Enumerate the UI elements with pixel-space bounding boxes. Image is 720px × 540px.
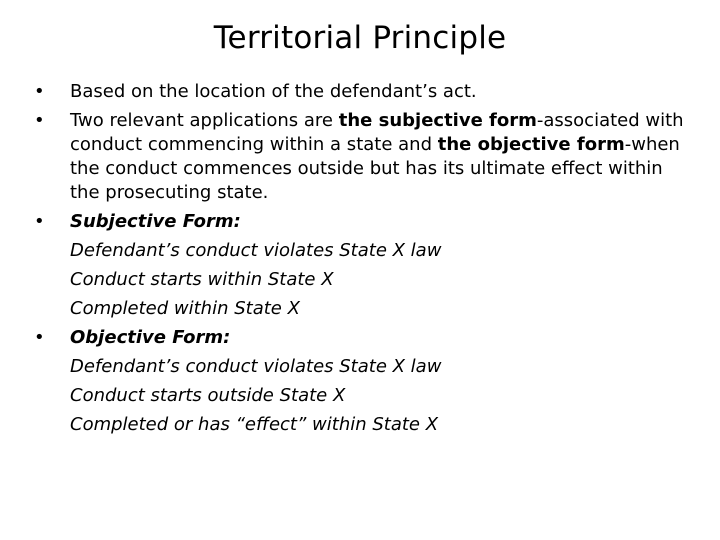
bullet-list	[34, 80, 694, 442]
objective-line: Completed or has “effect” within State X	[70, 414, 439, 435]
slide-title: Territorial Principle	[213, 20, 507, 56]
objective-form-heading: Objective Form:	[70, 327, 231, 348]
bullet-item-subjective-form	[34, 210, 694, 234]
bullet-text: -associated with conduct commencing within a state and	[70, 110, 684, 155]
bullet-emphasis-subjective: the subjective form	[338, 110, 537, 131]
bullet-icon: •	[34, 211, 45, 232]
bullet-item-objective-form	[34, 326, 694, 350]
subjective-form-heading: Subjective Form:	[70, 211, 241, 232]
bullet-icon: •	[34, 81, 45, 102]
subjective-line: Conduct starts within State X	[70, 269, 334, 290]
objective-line: Defendant’s conduct violates State X law	[70, 356, 442, 377]
bullet-icon: •	[34, 110, 45, 131]
bullet-icon: •	[34, 327, 45, 348]
bullet-text: Based on the location of the defendant’s act.	[70, 81, 477, 102]
bullet-item-applications	[34, 109, 694, 205]
subjective-line: Defendant’s conduct violates State X law	[70, 240, 442, 261]
bullet-text: Two relevant applications are	[70, 110, 339, 131]
bullet-item-location	[34, 80, 694, 104]
objective-line: Conduct starts outside State X	[70, 385, 346, 406]
subjective-line: Completed within State X	[70, 298, 300, 319]
bullet-text: -when the conduct commences outside but has its ultimate effect within the prosecuting state.	[70, 134, 680, 203]
bullet-emphasis-objective: the objective form	[437, 134, 625, 155]
